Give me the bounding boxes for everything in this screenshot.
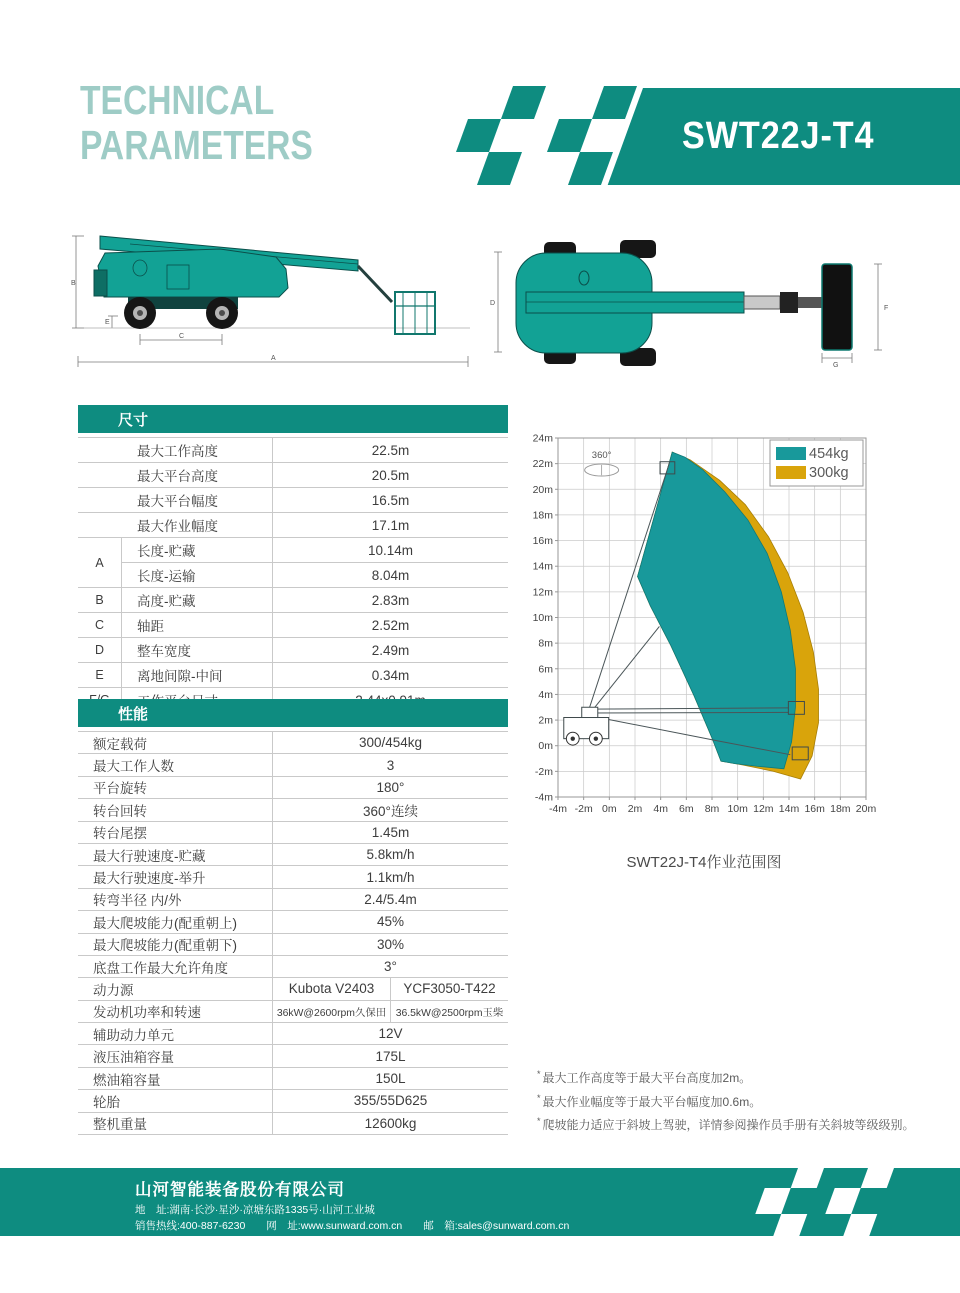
boom-sketch xyxy=(589,712,789,713)
y-tick-label: 6m xyxy=(538,663,553,676)
boom-sketch xyxy=(591,626,660,712)
perf-label: 最大行驶速度-举升 xyxy=(78,865,272,887)
perf-table xyxy=(78,731,508,1135)
dim-letter: C xyxy=(78,612,122,637)
svg-text:C: C xyxy=(179,333,185,340)
perf-value-split xyxy=(272,977,508,999)
perf-value: 12600kg xyxy=(272,1112,508,1134)
perf-value: 12V xyxy=(272,1022,508,1044)
perf-value: YCF3050-T422 xyxy=(390,978,508,999)
dim-value: 2.83m xyxy=(272,587,508,612)
perf-label: 最大爬坡能力(配重朝上) xyxy=(78,910,272,932)
perf-table-header-label: 性能 xyxy=(118,705,149,723)
top-view-diagram xyxy=(488,240,893,368)
wheel-hub-sketch xyxy=(571,736,575,740)
perf-label: 液压油箱容量 xyxy=(78,1044,272,1066)
footer-checker-decoration xyxy=(746,1168,826,1236)
dim-label: 最大工作高度 xyxy=(78,437,272,462)
perf-label: 额定载荷 xyxy=(78,731,272,753)
dim-label: 长度-贮藏 xyxy=(122,537,272,562)
dim-label: 轴距 xyxy=(122,612,272,637)
svg-text:F: F xyxy=(884,305,889,312)
x-tick-label: 0m xyxy=(602,803,617,815)
footer xyxy=(0,1168,960,1236)
y-tick-label: -4m xyxy=(534,791,553,804)
x-tick-label: -2m xyxy=(574,803,593,815)
perf-value: 355/55D625 xyxy=(272,1089,508,1111)
rotation-label: 360° xyxy=(591,449,612,461)
perf-value: 30% xyxy=(272,933,508,955)
perf-value: 175L xyxy=(272,1044,508,1066)
company-address: 地 址:湖南·长沙·星沙·凉塘东路1335号·山河工业城 xyxy=(135,1204,375,1216)
svg-text:G: G xyxy=(833,362,839,368)
dim-letter: A xyxy=(78,537,122,587)
y-tick-label: 18m xyxy=(532,509,553,522)
perf-value: 36kW@2600rpm久保田 xyxy=(276,1007,387,1019)
legend-label: 454kg xyxy=(809,446,849,462)
working-range-plot xyxy=(528,428,880,816)
perf-value: 2.4/5.4m xyxy=(272,888,508,910)
perf-value: 45% xyxy=(272,910,508,932)
perf-value: 3° xyxy=(272,955,508,977)
perf-label: 动力源 xyxy=(78,977,272,999)
dim-label: 最大平台高度 xyxy=(78,462,272,487)
dim-value: 2.52m xyxy=(272,612,508,637)
perf-label: 辅助动力单元 xyxy=(78,1022,272,1044)
y-tick-label: 4m xyxy=(538,688,553,701)
footnote: * 最大工作高度等于最大平台高度加2m。 xyxy=(537,1069,752,1085)
svg-text:B: B xyxy=(71,280,76,287)
dim-value: 20.5m xyxy=(272,462,508,487)
page-title-line1: TECHNICAL xyxy=(80,77,275,123)
y-tick-label: 22m xyxy=(532,458,553,471)
x-tick-label: 2m xyxy=(627,803,643,815)
dim-label: 最大作业幅度 xyxy=(78,512,272,537)
x-tick-label: -4m xyxy=(548,803,568,815)
dim-label: 长度-运输 xyxy=(122,562,272,587)
dim-value: 0.34m xyxy=(272,662,508,687)
perf-value-split xyxy=(272,1000,508,1022)
dim-value: 10.14m xyxy=(272,537,508,562)
envelope-454kg xyxy=(638,452,796,769)
y-tick-label: 0m xyxy=(538,740,553,753)
dim-value: 17.1m xyxy=(272,512,508,537)
svg-text:D: D xyxy=(490,300,496,307)
dim-table xyxy=(78,437,508,713)
dim-letter: B xyxy=(78,587,122,612)
dim-label: 高度-贮藏 xyxy=(122,587,272,612)
perf-label: 最大爬坡能力(配重朝下) xyxy=(78,933,272,955)
header-checker-decoration xyxy=(444,86,546,185)
y-tick-label: 12m xyxy=(532,586,553,599)
perf-label: 最大行驶速度-贮藏 xyxy=(78,843,272,865)
legend-swatch xyxy=(776,447,806,460)
x-tick-label: 4m xyxy=(653,803,668,815)
perf-label: 整机重量 xyxy=(78,1112,272,1134)
perf-value: 5.8km/h xyxy=(272,843,508,865)
perf-value: 1.1km/h xyxy=(272,865,508,887)
company-name: 山河智能装备股份有限公司 xyxy=(135,1181,345,1199)
dim-table-header xyxy=(78,405,508,433)
footnote: * 爬坡能力适应于斜坡上驾驶，详情参阅操作员手册有关斜坡等级级别。 xyxy=(537,1116,915,1133)
perf-label: 平台旋转 xyxy=(78,776,272,798)
footnote: * 最大作业幅度等于最大平台幅度加0.6m。 xyxy=(537,1092,762,1109)
y-tick-label: 10m xyxy=(532,612,553,624)
dim-label: 最大平台幅度 xyxy=(78,487,272,512)
perf-label: 底盘工作最大允许角度 xyxy=(78,955,272,977)
x-tick-label: 16m xyxy=(804,803,825,815)
x-tick-label: 20m xyxy=(855,803,877,815)
dim-value: 8.04m xyxy=(272,562,508,587)
x-tick-label: 12m xyxy=(753,803,774,815)
perf-value: Kubota V2403 xyxy=(288,981,375,997)
page-title-line2: PARAMETERS xyxy=(80,122,313,168)
company-contacts: 销售热线:400-887-6230 网 址:www.sunward.com.cn 邮 箱:sales@sunward.com.cn xyxy=(135,1220,570,1232)
perf-value: 1.45m xyxy=(272,821,508,843)
x-tick-label: 6m xyxy=(679,803,694,815)
x-tick-label: 14m xyxy=(778,803,800,815)
perf-table-header xyxy=(78,699,508,727)
x-tick-label: 8m xyxy=(704,803,720,815)
dim-value: 2.49m xyxy=(272,637,508,662)
working-range-chart xyxy=(528,428,880,872)
perf-label: 转台回转 xyxy=(78,798,272,820)
footnotes xyxy=(537,1066,937,1137)
svg-text:E: E xyxy=(105,319,110,326)
dim-table-header-label: 尺寸 xyxy=(118,411,149,429)
page-title xyxy=(80,78,313,168)
perf-label: 燃油箱容量 xyxy=(78,1067,272,1089)
perf-label: 转台尾摆 xyxy=(78,821,272,843)
y-tick-label: 2m xyxy=(538,714,553,727)
y-tick-label: 16m xyxy=(532,535,553,548)
y-tick-label: 14m xyxy=(532,560,553,573)
y-tick-label: 20m xyxy=(532,483,553,496)
machine-sketch xyxy=(582,707,598,717)
perf-value: 150L xyxy=(272,1067,508,1089)
chart-caption: SWT22J-T4作业范围图 xyxy=(626,854,782,871)
side-view-diagram xyxy=(70,218,475,368)
dim-label: 离地间隙-中间 xyxy=(122,662,272,687)
footer-checker-decoration xyxy=(816,1168,896,1236)
perf-value: 36.5kW@2500rpm玉柴 xyxy=(390,1001,508,1022)
perf-label: 轮胎 xyxy=(78,1089,272,1111)
model-name: SWT22J-T4 xyxy=(681,115,875,157)
y-tick-label: 8m xyxy=(538,637,553,650)
model-banner xyxy=(608,88,960,185)
dim-label: 整车宽度 xyxy=(122,637,272,662)
perf-label: 转弯半径 内/外 xyxy=(78,888,272,910)
dim-letter: E xyxy=(78,662,122,687)
x-tick-label: 10m xyxy=(727,803,748,815)
perf-value: 3 xyxy=(272,753,508,775)
perf-value: 300/454kg xyxy=(272,731,508,753)
perf-value: 360°连续 xyxy=(272,798,508,820)
dim-letter: D xyxy=(78,637,122,662)
legend-swatch xyxy=(776,466,806,479)
perf-label: 最大工作人数 xyxy=(78,753,272,775)
dim-value: 22.5m xyxy=(272,437,508,462)
perf-value: 180° xyxy=(272,776,508,798)
perf-label: 发动机功率和转速 xyxy=(78,1000,272,1022)
y-tick-label: -2m xyxy=(534,765,553,778)
x-tick-label: 18m xyxy=(830,803,851,815)
legend-label: 300kg xyxy=(809,465,849,481)
y-tick-label: 24m xyxy=(532,432,553,445)
svg-text:A: A xyxy=(271,355,276,362)
wheel-hub-sketch xyxy=(594,736,598,740)
dim-value: 16.5m xyxy=(272,487,508,512)
